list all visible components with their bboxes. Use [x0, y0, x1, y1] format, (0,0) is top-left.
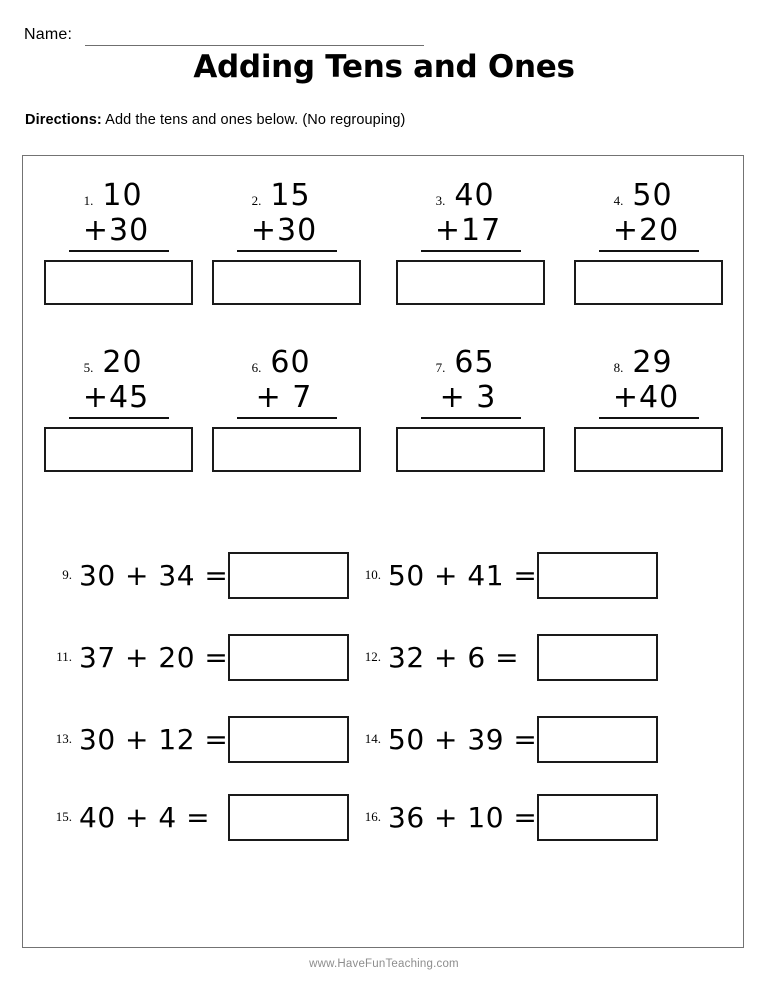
- sum-rule: [237, 417, 337, 419]
- first-addend: 10: [102, 178, 143, 213]
- sum-rule: [69, 417, 169, 419]
- vertical-problem-top: [396, 345, 546, 379]
- problem-number: 11.: [56, 649, 72, 664]
- expression: 36 + 10 =: [388, 800, 538, 834]
- problem-number: 1.: [83, 193, 94, 208]
- sum-rule: [237, 250, 337, 252]
- expression: 50 + 39 =: [388, 722, 538, 756]
- horizontal-problem: [46, 715, 349, 763]
- second-addend: +20: [612, 213, 680, 248]
- vertical-problem: [574, 345, 724, 472]
- second-addend: +30: [250, 213, 318, 248]
- problem-number: 2.: [251, 193, 262, 208]
- second-addend: +17: [434, 213, 502, 248]
- directions-label: Directions:: [25, 112, 102, 128]
- vertical-problem-top: [574, 178, 724, 212]
- vertical-problem-top: [396, 178, 546, 212]
- problem-number: 12.: [364, 649, 381, 664]
- second-addend: +45: [82, 380, 150, 415]
- vertical-problem-top: [212, 345, 362, 379]
- expression: 32 + 6 =: [388, 640, 520, 674]
- problem-number: 14.: [364, 731, 381, 746]
- vertical-problem: [44, 178, 194, 305]
- problem-number: 6.: [251, 360, 262, 375]
- horizontal-problem: [355, 551, 658, 599]
- problem-number: 7.: [435, 360, 446, 375]
- vertical-problem: [212, 178, 362, 305]
- horizontal-problem: [355, 793, 658, 841]
- problem-number: 4.: [613, 193, 624, 208]
- sum-rule: [69, 250, 169, 252]
- answer-box[interactable]: [396, 260, 545, 305]
- vertical-problem-top: [44, 345, 194, 379]
- directions: [25, 112, 405, 128]
- name-label: Name:: [24, 26, 73, 43]
- second-addend: +40: [612, 380, 680, 415]
- answer-box[interactable]: [228, 794, 349, 841]
- vertical-problem: [396, 178, 546, 305]
- directions-text: Add the tens and ones below. (No regrouping): [101, 112, 406, 128]
- expression: 30 + 12 =: [79, 722, 229, 756]
- page-title: Adding Tens and Ones: [193, 49, 575, 85]
- vertical-problem-top: [44, 178, 194, 212]
- answer-box[interactable]: [396, 427, 545, 472]
- problem-number: 5.: [83, 360, 94, 375]
- second-addend: + 3: [439, 380, 497, 415]
- first-addend: 29: [632, 345, 673, 380]
- answer-box[interactable]: [537, 794, 658, 841]
- first-addend: 15: [270, 178, 311, 213]
- problem-number: 8.: [613, 360, 624, 375]
- footer-credit: www.HaveFunTeaching.com: [309, 958, 459, 970]
- vertical-problem: [574, 178, 724, 305]
- answer-box[interactable]: [44, 427, 193, 472]
- answer-box[interactable]: [44, 260, 193, 305]
- horizontal-problem: [46, 793, 349, 841]
- answer-box[interactable]: [228, 552, 349, 599]
- answer-box[interactable]: [212, 260, 361, 305]
- problem-number: 3.: [435, 193, 446, 208]
- vertical-problem: [44, 345, 194, 472]
- answer-box[interactable]: [537, 716, 658, 763]
- vertical-problem-top: [574, 345, 724, 379]
- vertical-problem-top: [212, 178, 362, 212]
- name-write-line[interactable]: [85, 44, 424, 46]
- sum-rule: [421, 250, 521, 252]
- vertical-problem: [212, 345, 362, 472]
- expression: 30 + 34 =: [79, 558, 229, 592]
- second-addend: + 7: [255, 380, 313, 415]
- vertical-problem: [396, 345, 546, 472]
- problem-number: 16.: [364, 809, 381, 824]
- name-row: [24, 20, 424, 46]
- answer-box[interactable]: [228, 634, 349, 681]
- answer-box[interactable]: [537, 552, 658, 599]
- first-addend: 20: [102, 345, 143, 380]
- expression: 50 + 41 =: [388, 558, 538, 592]
- expression: 37 + 20 =: [79, 640, 229, 674]
- expression: 40 + 4 =: [79, 800, 211, 834]
- sum-rule: [599, 417, 699, 419]
- answer-box[interactable]: [574, 260, 723, 305]
- horizontal-problem: [46, 551, 349, 599]
- first-addend: 65: [454, 345, 495, 380]
- answer-box[interactable]: [228, 716, 349, 763]
- first-addend: 60: [270, 345, 311, 380]
- first-addend: 40: [454, 178, 495, 213]
- answer-box[interactable]: [537, 634, 658, 681]
- problem-number: 10.: [364, 567, 381, 582]
- sum-rule: [599, 250, 699, 252]
- horizontal-problem: [46, 633, 349, 681]
- first-addend: 50: [632, 178, 673, 213]
- answer-box[interactable]: [574, 427, 723, 472]
- horizontal-problem: [355, 715, 658, 763]
- problem-number: 13.: [55, 731, 72, 746]
- problem-number: 15.: [55, 809, 72, 824]
- problem-number: 9.: [62, 567, 72, 582]
- horizontal-problem: [355, 633, 658, 681]
- second-addend: +30: [82, 213, 150, 248]
- answer-box[interactable]: [212, 427, 361, 472]
- sum-rule: [421, 417, 521, 419]
